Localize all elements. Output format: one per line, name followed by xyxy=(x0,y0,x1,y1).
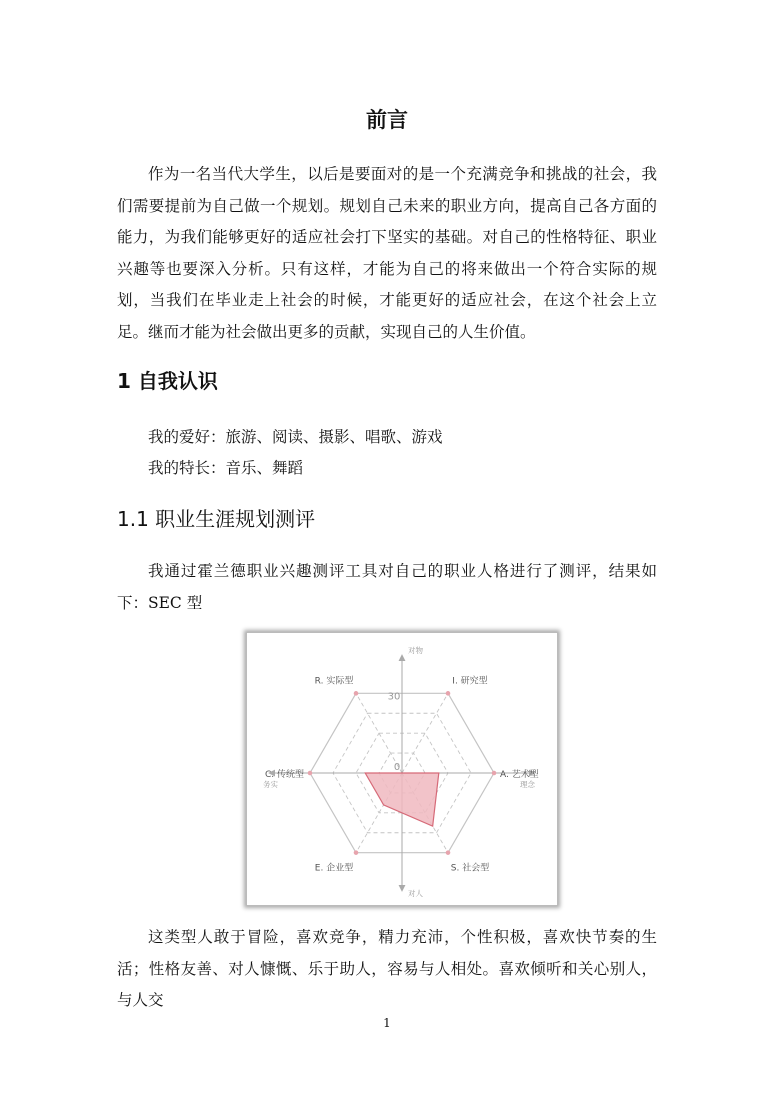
radar-svg xyxy=(247,633,557,905)
radar-vertex-dot-3 xyxy=(446,850,451,855)
page-number: 1 xyxy=(383,1016,391,1030)
radar-axis-label: S. 社会型 xyxy=(450,863,490,874)
radar-axis-label: R. 实际型 xyxy=(314,676,354,687)
radar-axis-label: E. 企业型 xyxy=(314,863,354,874)
section-heading-career-assessment: 1.1 职业生涯规划测评 xyxy=(117,507,316,531)
hobbies-line: 我的爱好：旅游、阅读、摄影、唱歌、游戏 xyxy=(148,428,443,446)
direction-label-left: 务实 xyxy=(263,780,278,789)
direction-label-top: 对物 xyxy=(408,646,423,655)
radar-tick-label: 0 xyxy=(393,762,401,773)
strengths-line: 我的特长：音乐、舞蹈 xyxy=(148,459,304,477)
direction-label-bottom: 对人 xyxy=(408,889,423,898)
radar-axis-label: I. 研究型 xyxy=(452,676,488,687)
radar-vertex-dot-4 xyxy=(354,850,359,855)
radar-axis-label: C. 传统型 xyxy=(264,770,304,780)
page-title: 前言 xyxy=(366,108,408,132)
intro-paragraph: 作为一名当代大学生，以后是要面对的是一个充满竞争和挑战的社会，我们需要提前为自己做一个规划。规划自己未来的职业方向，提高自己各方面的能力，为我们能够更好的适应社会打下坚实的基础。对自己的性格特征、职业兴趣等也要深入分析。只有这样，才能为自己的将来做出一个符合实际的规划，当我们在毕业走上社会的时候，才能更好的适应社会，在这个社会上立足。继而才能为社会做出更多的贡献，实现自己的人生价值。 xyxy=(117,165,657,341)
radar-axis-label: A. 艺术型 xyxy=(500,770,539,780)
radar-vertex-dot-5 xyxy=(308,771,313,776)
direction-label-right: 理念 xyxy=(520,780,535,789)
radar-tick-label: 30 xyxy=(387,691,401,703)
holland-radar-chart xyxy=(246,632,558,906)
section-heading-self-awareness: 1 自我认识 xyxy=(117,369,218,393)
assessment-paragraph: 我通过霍兰德职业兴趣测评工具对自己的职业人格进行了测评，结果如下：SEC 型 xyxy=(117,562,657,612)
radar-vertex-dot-2 xyxy=(492,771,497,776)
radar-vertex-dot-0 xyxy=(354,691,359,696)
radar-vertex-dot-1 xyxy=(446,691,451,696)
description-paragraph: 这类型人敢于冒险，喜欢竞争，精力充沛，个性积极，喜欢快节奏的生活；性格友善、对人慷慨、乐于助人，容易与人相处。喜欢倾听和关心别人，与人交 xyxy=(117,928,657,1009)
